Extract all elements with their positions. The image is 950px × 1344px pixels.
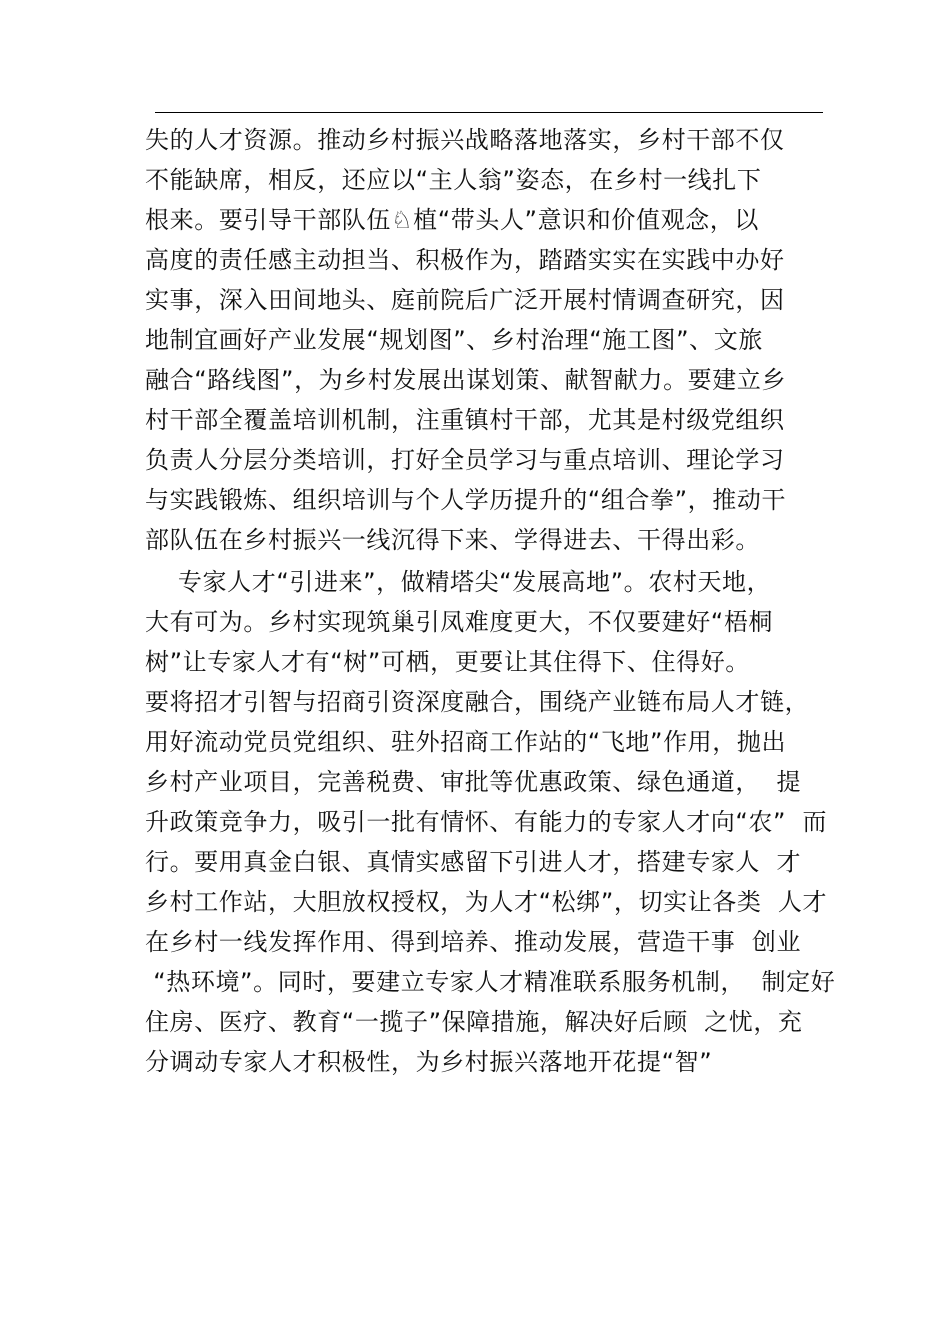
text-line: 要将招才引智与招商引资深度融合，围绕产业链布局人才链， [145, 688, 810, 716]
text-line: 部队伍在乡村振兴一线沉得下来、学得进去、干得出彩。 [145, 526, 760, 554]
text-line: “热环境”。同时，要建立专家人才精准联系服务机制， 制定好 [145, 968, 836, 996]
text-line: 负责人分层分类培训，打好全员学习与重点培训、理论学习 [145, 446, 785, 474]
text-line: 实事，深入田间地头、庭前院后广泛开展村情调查研究，因 [145, 286, 785, 314]
text-line: 不能缺席，相反，还应以“主人翁”姿态，在乡村一线扎下 [145, 166, 762, 194]
text-line: 村干部全覆盖培训机制，注重镇村干部，尤其是村级党组织 [145, 406, 785, 434]
text-line: 与实践锻炼、组织培训与个人学历提升的“组合拳”，推动干 [145, 486, 787, 514]
text-line: 融合“路线图”，为乡村发展出谋划策、献智献力。要建立乡 [145, 366, 787, 394]
text-line: 升政策竞争力，吸引一批有情怀、有能力的专家人才向“农” 而 [145, 808, 828, 836]
text-line: 住房、医疗、教育“一揽子”保障措施，解决好后顾 之忧，充 [145, 1008, 803, 1036]
text-line: 用好流动党员党组织、驻外招商工作站的“飞地”作用，抛出 [145, 728, 787, 756]
header-rule [155, 112, 823, 113]
text-line: 专家人才“引进来”，做精塔尖“发展高地”。农村天地， [145, 568, 772, 596]
text-line: 行。要用真金白银、真情实感留下引进人才，搭建专家人 才 [145, 848, 802, 876]
text-line: 在乡村一线发挥作用、得到培养、推动发展，营造干事 创业 [145, 928, 802, 956]
text-line: 失的人才资源。推动乡村振兴战略落地落实，乡村干部不仅 [145, 126, 785, 154]
text-line: 乡村工作站，大胆放权授权，为人才“松绑”，切实让各类 人才 [145, 888, 828, 916]
text-line: 根来。要引导干部队伍♘植“带头人”意识和价值观念，以 [145, 206, 759, 234]
text-line: 高度的责任感主动担当、积极作为，踏踏实实在实践中办好 [145, 246, 785, 274]
text-line: 乡村产业项目，完善税费、审批等优惠政策、绿色通道， 提 [145, 768, 802, 796]
text-line: 分调动专家人才积极性，为乡村振兴落地开花提“智” [145, 1048, 713, 1076]
text-line: 大有可为。乡村实现筑巢引凤难度更大，不仅要建好“梧桐 [145, 608, 774, 636]
text-line: 树”让专家人才有“树”可栖，更要让其住得下、住得好。 [145, 648, 750, 676]
text-line: 地制宜画好产业发展“规划图”、乡村治理“施工图”、文旅 [145, 326, 763, 354]
